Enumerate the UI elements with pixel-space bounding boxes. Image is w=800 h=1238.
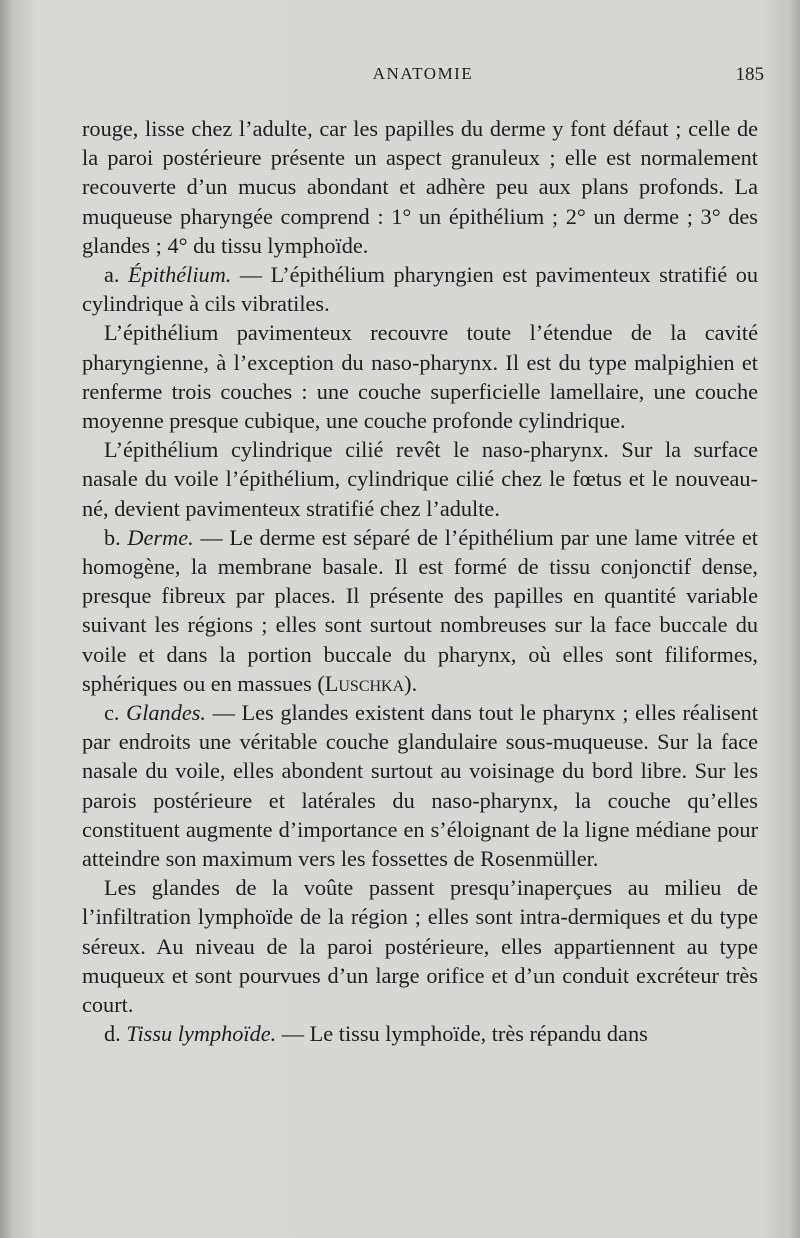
paragraph-1-text: rouge, lisse chez l’adulte, car les papilles du derme y font défaut ; celle de la paroi postérieure présente un aspect granuleux ; elle est normalement recouverte d’un mucus abondant et adhère peu aux plans profonds. La muqueuse pharyngée comprend : 1° un épithélium ; 2° un derme ; 3° des glandes ; 4° du tissu lymphoïde. <box>82 116 758 258</box>
paragraph-pavimenteux-text: L’épithélium pavimenteux recouvre toute l’étendue de la cavité pharyngienne, à l’exception du naso-pharynx. Il est du type malpighien et renferme trois couches : une couche superficielle lamellaire, une couche moyenne presque cubique, une couche profonde cylindrique. <box>82 320 758 434</box>
section-marker-a: a. <box>104 262 120 288</box>
paragraph-tissu-lymphoide-text: — Le tissu lymphoïde, très répandu dans <box>276 1021 648 1047</box>
paragraph-voute-text: Les glandes de la voûte passent presqu’inaperçues au milieu de l’infiltration lymphoïde de la région ; elles sont intra-dermiques et du type séreux. Au niveau de la paroi postérieure, elles appartiennent au type muqueux et sont pourvues d’un large orifice et d’un conduit excréteur très court. <box>82 875 758 1018</box>
section-title-epithelium: Épithélium. <box>127 262 232 288</box>
page-number: 185 <box>735 64 764 85</box>
section-marker-c: c. <box>104 700 120 726</box>
paragraph-epithelium <box>82 260 758 318</box>
section-title-derme: Derme. <box>127 524 194 550</box>
paragraph-voute <box>82 873 758 1019</box>
section-title-tissu-lymphoide: Tissu lymphoïde. <box>126 1021 277 1047</box>
body-text <box>82 114 758 1049</box>
paragraph-cylindrique <box>82 435 758 523</box>
paragraph-derme-end: ). <box>404 670 418 696</box>
paragraph-cylindrique-text: L’épithélium cylindrique cilié revêt le naso-pharynx. Sur la surface nasale du voile l’épithélium, cylindrique cilié chez le fœtus et le nouveau-né, devient pavimenteux stratifié chez l’adulte. <box>82 437 758 521</box>
running-title: ANATOMIE <box>372 64 474 83</box>
section-marker-b: b. <box>104 524 121 550</box>
page-header <box>82 64 764 94</box>
paragraph-glandes <box>82 698 758 873</box>
author-name: Luschka <box>324 670 405 696</box>
paragraph-tissu-lymphoide <box>82 1019 758 1048</box>
paragraph-1 <box>82 114 758 260</box>
section-title-glandes: Glandes. <box>126 700 206 726</box>
paragraph-pavimenteux <box>82 318 758 435</box>
paragraph-glandes-text: — Les glandes existent dans tout le pharynx ; elles réalisent par endroits une véritable couche glandulaire sous-muqueuse. Sur la face nasale du voile, elles abondent surtout au voisinage du bord libre. Sur les parois postérieure et latérales du naso-pharynx, la couche qu’elles constituent augmente d’importance en s’éloignant de la ligne médiane pour atteindre son maximum vers les fossettes de Rosenmüller. <box>82 700 759 872</box>
paragraph-derme-text: — Le derme est séparé de l’épithélium par une lame vitrée et homogène, la membrane basale. Il est formé de tissu conjonctif dense, presque fibreux par places. Il présente des papilles en quantité variable suivant les régions ; elles sont surtout nombreuses sur la face buccale du voile et dans la portion buccale du pharynx, où elles sont filiformes, sphériques ou en massues ( <box>82 524 758 696</box>
paragraph-epithelium-text: — L’épithélium pharyngien est pavimenteux stratifié ou cylindrique à cils vibratiles. <box>82 262 758 317</box>
section-marker-d: d. <box>104 1021 121 1047</box>
paragraph-derme <box>82 523 758 698</box>
